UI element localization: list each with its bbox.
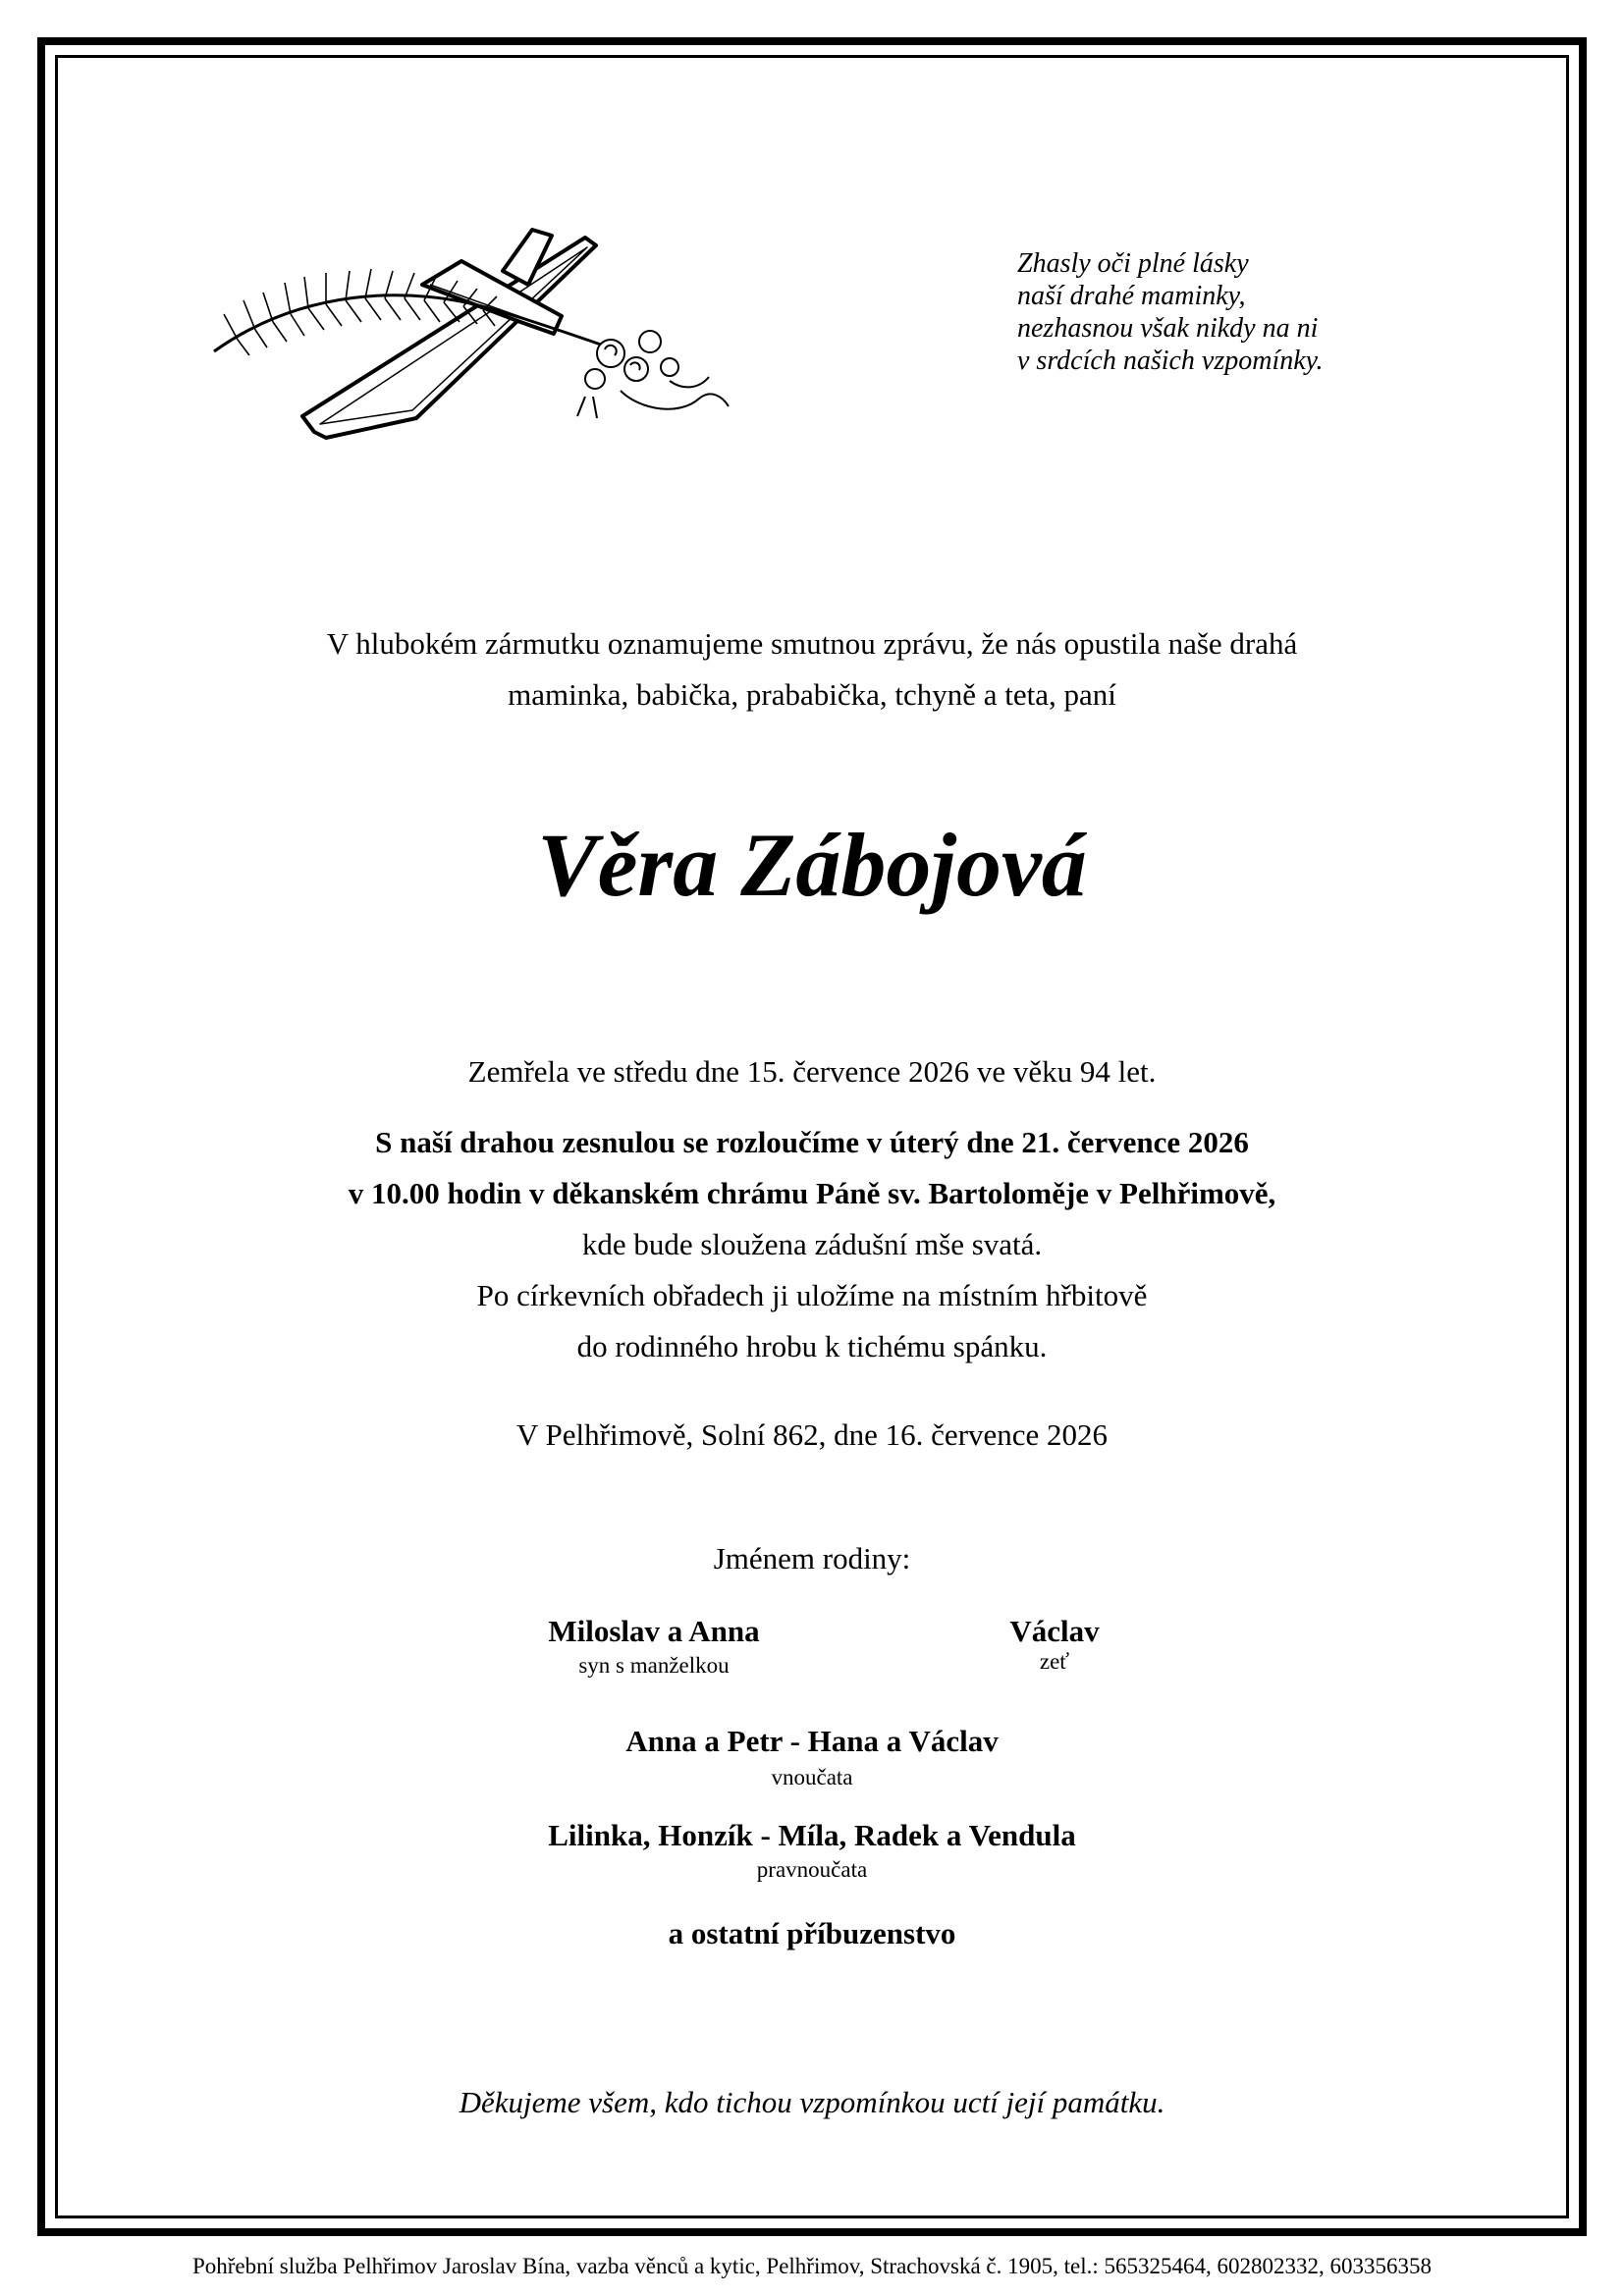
cross-palm-illustration bbox=[208, 224, 734, 442]
place-and-date: V Pelhřimově, Solní 862, dne 16. července 2026 bbox=[515, 1417, 1109, 1452]
son-relation: syn s manželkou bbox=[578, 1653, 730, 1678]
grandchildren-relation: vnoučata bbox=[771, 1765, 853, 1789]
poem-line: naší drahé maminky, bbox=[1017, 281, 1246, 311]
great-grandchildren-relation: pravnoučata bbox=[756, 1857, 868, 1882]
other-relatives: a ostatní příbuzenstvo bbox=[668, 1916, 956, 1950]
poem-line: Zhasly oči plné lásky bbox=[1017, 248, 1249, 279]
memorial-poem bbox=[1017, 247, 1410, 377]
great-grandchildren-names: Lilinka, Honzík - Míla, Radek a Vendula bbox=[548, 1818, 1076, 1852]
funeral-line-1: S naší drahou zesnulou se rozloučíme v úterý dne 21. července 2026 bbox=[375, 1125, 1249, 1159]
funeral-line-4: Po církevních obřadech ji uložíme na místním hřbitově bbox=[476, 1278, 1148, 1312]
family-son bbox=[458, 1614, 850, 1679]
son-in-law-relation: zeť bbox=[1039, 1649, 1070, 1674]
funeral-line-3: kde bude sloužena zádušní mše svatá. bbox=[581, 1227, 1043, 1261]
funeral-service-footer: Pohřební služba Pelhřimov Jaroslav Bína, vazba věnců a kytic, Pelhřimov, Strachovská č. 1905, tel.: 565325464, 602802332, 603356358 bbox=[191, 2254, 1433, 2278]
funeral-line-2: v 10.00 hodin v děkanském chrámu Páně sv. Bartoloměje v Pelhřimově, bbox=[348, 1176, 1276, 1210]
funeral-line-5: do rodinného hrobu k tichému spánku. bbox=[576, 1329, 1048, 1363]
son-in-law-name: Václav bbox=[1009, 1614, 1100, 1648]
deceased-name: Věra Zábojová bbox=[537, 815, 1087, 915]
death-notice: Zemřela ve středu dne 15. července 2026 ve věku 94 let. bbox=[467, 1054, 1157, 1089]
announcement-line-1: V hlubokém zármutku oznamujeme smutnou zprávu, že nás opustila naše drahá bbox=[326, 626, 1298, 661]
poem-line: v srdcích našich vzpomínky. bbox=[1017, 346, 1324, 376]
poem-line: nezhasnou však nikdy na ni bbox=[1017, 313, 1319, 344]
family-heading: Jménem rodiny: bbox=[713, 1541, 911, 1575]
thanks-line: Děkujeme všem, kdo tichou vzpomínkou uctí její památku. bbox=[459, 2085, 1165, 2119]
announcement-line-2: maminka, babička, prababička, tchyně a teta, paní bbox=[508, 677, 1116, 712]
son-names: Miloslav a Anna bbox=[548, 1614, 760, 1648]
grandchildren-names: Anna a Petr - Hana a Václav bbox=[625, 1724, 999, 1758]
family-son-in-law bbox=[858, 1614, 1251, 1675]
